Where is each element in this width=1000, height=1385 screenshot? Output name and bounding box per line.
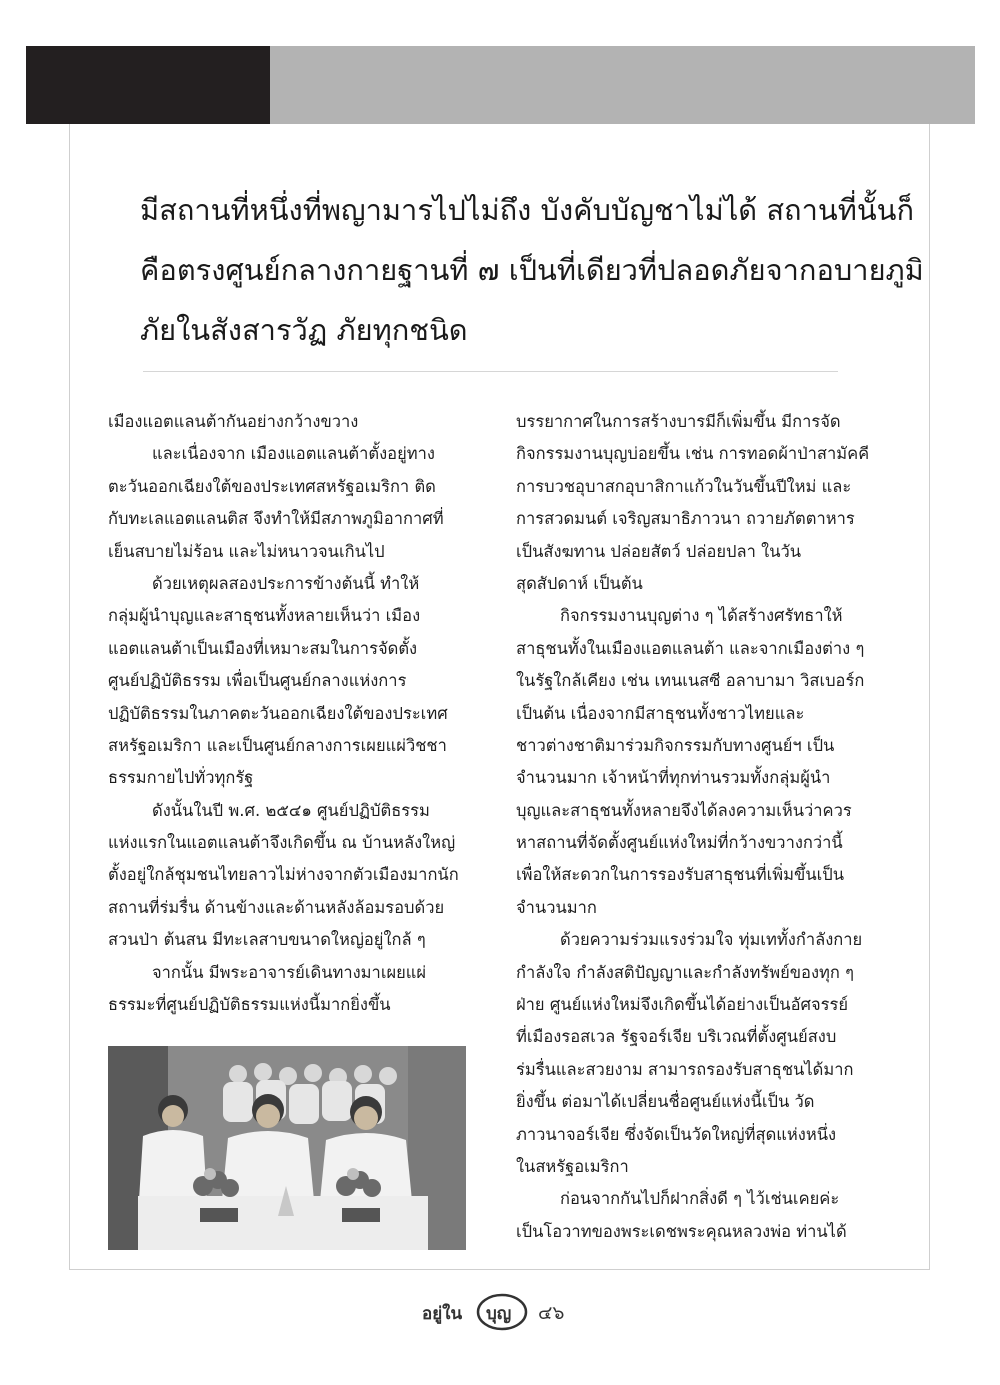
body-line: จำนวนมาก bbox=[516, 897, 597, 917]
quote-divider bbox=[143, 371, 838, 372]
body-line: กลุ่มผู้นำบุญและสาธุชนทั้งหลายเห็นว่า เมือง bbox=[108, 606, 421, 626]
body-line: จากนั้น มีพระอาจารย์เดินทางมาเผยแผ่ bbox=[152, 962, 427, 982]
body-line: ธรรมะที่ศูนย์ปฏิบัติธรรมแห่งนี้มากยิ่งขึ้น bbox=[108, 995, 391, 1015]
body-line: เป็นโอวาทของพระเดชพระคุณหลวงพ่อ ท่านได้ bbox=[516, 1221, 847, 1241]
body-line: และเนื่องจาก เมืองแอตแลนต้าตั้งอยู่ทาง bbox=[152, 444, 435, 464]
header-gray-bar bbox=[270, 46, 975, 124]
logo-text-right: บุญ bbox=[486, 1304, 512, 1324]
page-number: ๔๖ bbox=[538, 1302, 565, 1324]
ceremony-photo bbox=[108, 1046, 466, 1250]
left-column bbox=[108, 406, 468, 1021]
body-line: สุดสัปดาห์ เป็นต้น bbox=[516, 573, 643, 593]
body-line: จำนวนมาก เจ้าหน้าที่ทุกท่านรวมทั้งกลุ่มผู้นำ bbox=[516, 768, 831, 788]
body-line: เย็นสบายไม่ร้อน และไม่หนาวจนเกินไป bbox=[108, 541, 385, 561]
body-line: เป็นสังฆทาน ปล่อยสัตว์ ปล่อยปลา ในวัน bbox=[516, 541, 802, 561]
body-line: ชาวต่างชาติมาร่วมกิจกรรมกับทางศูนย์ฯ เป็น bbox=[516, 735, 835, 755]
body-line: ที่เมืองรอสเวล รัฐจอร์เจีย บริเวณที่ตั้งศูนย์สงบ bbox=[516, 1027, 837, 1047]
body-line: เป็นต้น เนื่องจากมีสาธุชนทั้งชาวไทยและ bbox=[516, 703, 805, 723]
body-line: บรรยากาศในการสร้างบารมีก็เพิ่มขึ้น มีการจัด bbox=[516, 412, 841, 431]
body-line: การบวชอุบาสกอุบาสิกาแก้วในวันขึ้นปีใหม่ และ bbox=[516, 476, 852, 496]
body-line: บุญและสาธุชนทั้งหลายจึงได้ลงความเห็นว่าควร bbox=[516, 800, 852, 820]
pull-quote bbox=[140, 180, 924, 360]
pull-quote-line: คือตรงศูนย์กลางกายฐานที่ ๗ เป็นที่เดียวที่ปลอดภัยจากอบายภูมิ bbox=[140, 253, 924, 287]
body-line: ฝ่าย ศูนย์แห่งใหม่จึงเกิดขึ้นได้อย่างเป็นอัศจรรย์ bbox=[516, 995, 849, 1015]
body-line: ดังนั้นในปี พ.ศ. ๒๕๔๑ ศูนย์ปฏิบัติธรรม bbox=[152, 800, 430, 820]
body-line: สหรัฐอเมริกา และเป็นศูนย์กลางการเผยแผ่วิชชา bbox=[108, 735, 447, 755]
body-line: สวนป่า ต้นสน มีทะเลสาบขนาดใหญ่อยู่ใกล้ ๆ bbox=[108, 930, 426, 950]
body-line: การสวดมนต์ เจริญสมาธิภาวนา ถวายภัตตาหาร bbox=[516, 509, 855, 529]
body-line: ด้วยเหตุผลสองประการข้างต้นนี้ ทำให้ bbox=[152, 573, 420, 593]
body-line: ในรัฐใกล้เคียง เช่น เทนเนสซี อลาบามา วิสเบอร์ก bbox=[516, 671, 865, 691]
body-line: ธรรมกายไปทั่วทุกรัฐ bbox=[108, 768, 254, 788]
body-line: ตะวันออกเฉียงใต้ของประเทศสหรัฐอเมริกา ติด bbox=[108, 476, 436, 496]
body-line: กิจกรรมงานบุญต่าง ๆ ได้สร้างศรัทธาให้ bbox=[560, 606, 843, 626]
body-line: ยิ่งขึ้น ต่อมาได้เปลี่ยนชื่อศูนย์แห่งนี้เป็น วัด bbox=[516, 1092, 815, 1112]
body-line: สถานที่ร่มรื่น ด้านข้างและด้านหลังล้อมรอบด้วย bbox=[108, 897, 445, 917]
body-line: ร่มรื่นและสวยงาม สามารถรองรับสาธุชนได้มาก bbox=[516, 1059, 854, 1079]
body-line: ในสหรัฐอเมริกา bbox=[516, 1156, 629, 1176]
magazine-logo bbox=[420, 1292, 530, 1332]
body-line: เพื่อให้สะดวกในการรองรับสาธุชนที่เพิ่มขึ้นเป็น bbox=[516, 865, 844, 885]
page-footer bbox=[420, 1292, 590, 1332]
right-column bbox=[516, 406, 874, 1248]
body-line: หาสถานที่จัดตั้งศูนย์แห่งใหม่ที่กว้างขวางกว่านี้ bbox=[516, 833, 843, 853]
body-line: แห่งแรกในแอตแลนต้าจึงเกิดขึ้น ณ บ้านหลังใหญ่ bbox=[108, 833, 456, 853]
body-line: ปฏิบัติธรรมในภาคตะวันออกเฉียงใต้ของประเทศ bbox=[108, 703, 448, 723]
body-line: ตั้งอยู่ใกล้ชุมชนไทยลาวไม่ห่างจากตัวเมืองมากนัก bbox=[108, 865, 459, 885]
body-line: กับทะเลแอตแลนติส จึงทำให้มีสภาพภูมิอากาศที่ bbox=[108, 509, 444, 529]
pull-quote-line: ภัยในสังสารวัฏ ภัยทุกชนิด bbox=[140, 313, 468, 347]
body-line: เมืองแอตแลนต้ากันอย่างกว้างขวาง bbox=[108, 412, 359, 431]
body-line: กิจกรรมงานบุญบ่อยขึ้น เช่น การทอดผ้าป่าสามัคคี bbox=[516, 444, 870, 464]
body-line: ศูนย์ปฏิบัติธรรม เพื่อเป็นศูนย์กลางแห่งการ bbox=[108, 671, 407, 691]
body-line: กำลังใจ กำลังสติปัญญาและกำลังทรัพย์ของทุก ๆ bbox=[516, 962, 854, 982]
header-dark-bar bbox=[26, 46, 270, 124]
body-line: แอตแลนต้าเป็นเมืองที่เหมาะสมในการจัดตั้ง bbox=[108, 638, 418, 658]
body-line: ภาวนาจอร์เจีย ซึ่งจัดเป็นวัดใหญ่ที่สุดแห่งหนึ่ง bbox=[516, 1124, 837, 1144]
body-line: ก่อนจากกันไปก็ฝากสิ่งดี ๆ ไว้เช่นเคยค่ะ bbox=[560, 1189, 840, 1209]
pull-quote-line: มีสถานที่หนึ่งที่พญามารไปไม่ถึง บังคับบัญชาไม่ได้ สถานที่นั้นก็ bbox=[140, 193, 915, 227]
body-line: ด้วยความร่วมแรงร่วมใจ ทุ่มเททั้งกำลังกาย bbox=[560, 930, 863, 950]
body-line: สาธุชนทั้งในเมืองแอตแลนต้า และจากเมืองต่าง ๆ bbox=[516, 638, 865, 658]
logo-text-left: อยู่ใน bbox=[422, 1304, 463, 1324]
